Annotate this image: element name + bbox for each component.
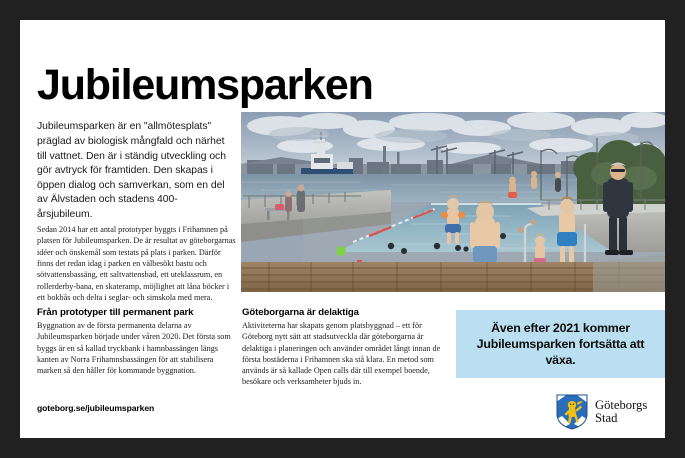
column-prototypes [37, 307, 233, 376]
callout-box [456, 310, 665, 378]
footer-website-url[interactable]: goteborg.se/jubileumsparken [37, 403, 155, 413]
logo-wordmark-line2: Stad [595, 411, 618, 425]
lead-paragraph: Jubileumsparken är en "allmötesplats" präglad av biologisk mångfald och närhet till vattnet. Den är i ständig utveckling och gör avtryck för framtiden. Den skapas i öppen dialog och samverkan, som en del av Älvstaden och stadens 400-årsjubileum. [37, 121, 226, 220]
goteborg-city-coat-of-arms-shield-icon [556, 394, 588, 430]
logo-wordmark [595, 399, 647, 426]
column-participation-body: Aktiviteterna har skapats genom platsbyggnad – ett för Göteborg nytt sätt att stadsutveckla där göteborgarna är delaktiga i planeringen och använder området långt innan de första bostäderna i Frihamnen ska stå klara. En metod som används är så kallade Open calls där till exempel boende, besökare och verksamheter bjuds in. [242, 321, 441, 387]
callout-text: Även efter 2021 kommer Jubileumsparken fortsätta att växa. [476, 321, 645, 367]
column-prototypes-body: Byggnation av de första permanenta delarna av Jubileumsparken började under våren 2020. Det första som byggs är en så kallad tryckbank i hamnbassängen längs kanten av Norra Frihamnsbassängen för att stabilisera marken så den håller för kommande byggnation. [37, 321, 231, 376]
column-participation-heading: Göteborgarna är delaktiga [242, 307, 359, 318]
park-photo [241, 112, 665, 292]
logo-wordmark-line1: Göteborgs [595, 397, 648, 412]
column-prototypes-heading: Från prototyper till permanent park [37, 307, 194, 318]
goteborgs-stad-logo [556, 392, 665, 432]
column-participation [242, 307, 447, 388]
park-photo-image [241, 112, 665, 292]
poster-page [20, 20, 665, 438]
page-title: Jubileumsparken [37, 60, 373, 109]
secondary-paragraph: Sedan 2014 har ett antal prototyper byggts i Frihamnen på platsen för Jubileumsparken. De är resultat av göteborgarnas idéer och önskemål som testats på plats i parken. Därför finns det redan idag i parken en välbesökt bastu och sötvattensbassäng, ett saltvattensbad, ett uteklassrum, en rollerderby-bana, en skateramp, möjlighet att låna böcker i ett bokbås och delta i seglar- och simskola med mera. [37, 225, 236, 302]
